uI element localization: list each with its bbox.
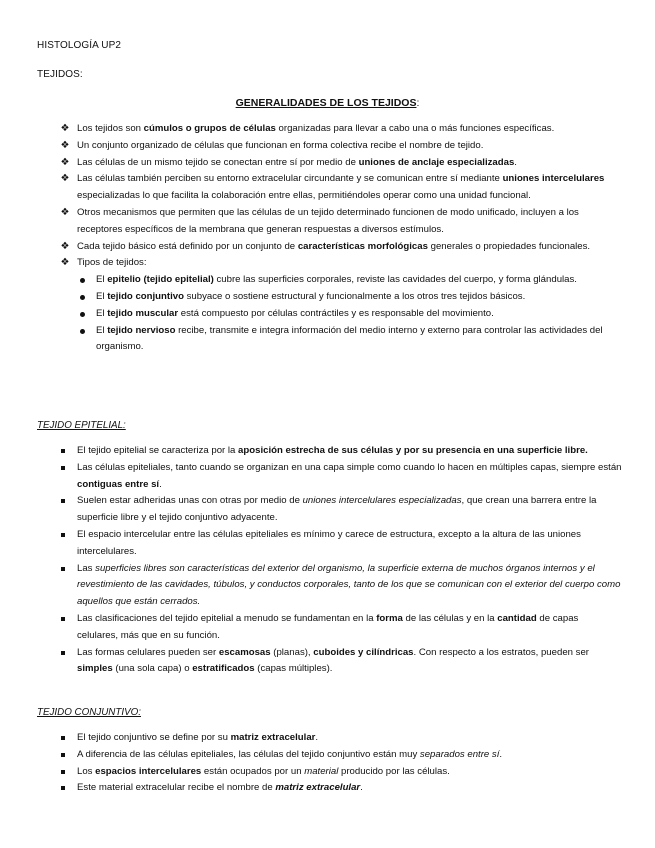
text-run: matriz extracelular — [230, 732, 316, 743]
text-run: recibe, transmite e integra información del medio interno y externo para controlar las actividades del organismo. — [96, 324, 603, 353]
list-item — [77, 764, 622, 781]
text-run: de capas celulares, más que en su función. — [77, 612, 579, 641]
text-run: El — [96, 290, 108, 302]
diamond-bullet-icon: ❖ — [60, 156, 70, 168]
diamond-bullet-icon: ❖ — [60, 173, 70, 185]
list-item — [60, 239, 622, 256]
text-run: El — [96, 274, 108, 286]
sub-list-item-text — [96, 325, 603, 353]
text-run: separados entre sí — [419, 748, 500, 760]
text-run: producido por las células. — [338, 765, 450, 777]
list-item — [77, 493, 622, 527]
text-run: (planas), — [270, 646, 314, 658]
text-run: El tejido conjuntivo se define por su — [77, 732, 231, 743]
text-run: especializadas lo que facilita la colaboración entre ellas, permitiéndoles operar como una unidad funcional. — [77, 190, 531, 202]
square-bullet-icon — [61, 770, 65, 774]
text-run: escamosas — [218, 646, 271, 658]
text-run: El — [96, 307, 108, 319]
square-bullet-icon — [61, 533, 65, 537]
list-item-text — [77, 257, 147, 268]
diamond-bullet-icon: ❖ — [60, 240, 70, 252]
text-run: tejido muscular — [107, 307, 179, 319]
square-bullet-icon — [61, 736, 65, 740]
diamond-bullet-icon: ❖ — [60, 139, 70, 151]
generalidades-list — [60, 121, 622, 356]
text-run: Las células también perciben su entorno extracelular circundante y se comunican entre sí mediante — [77, 173, 503, 185]
epitelial-list — [77, 443, 622, 678]
list-item-text — [77, 173, 604, 201]
list-item — [60, 171, 622, 205]
square-bullet-icon — [61, 617, 65, 621]
document-title: HISTOLOGÍA UP2 — [37, 40, 122, 51]
text-run: Un conjunto organizado de células que funcionan en forma colectiva recibe el nombre de tejido. — [77, 139, 484, 151]
list-item-text — [77, 495, 596, 523]
text-run: . — [315, 732, 319, 743]
sub-list-item-text — [96, 291, 525, 302]
text-run: El espacio intercelular entre las células epiteliales es mínimo y carece de estructura, excepto a la altura de las uniones intercelulares. — [77, 528, 581, 557]
conjuntivo-heading: TEJIDO CONJUNTIVO: — [37, 707, 141, 718]
text-run: organizadas para llevar a cabo una o más funciones específicas. — [275, 123, 555, 134]
square-bullet-icon — [61, 499, 65, 503]
text-run: tejido conjuntivo — [107, 290, 184, 302]
list-item — [60, 121, 622, 138]
dot-bullet-icon — [80, 295, 85, 300]
text-run: El tejido epitelial se caracteriza por la — [77, 445, 239, 456]
square-bullet-icon — [61, 466, 65, 470]
list-item — [77, 527, 622, 561]
list-item-text — [77, 462, 622, 490]
text-run: cubre las superficies corporales, reviste las cavidades del cuerpo, y forma glándulas. — [213, 274, 577, 286]
square-bullet-icon — [61, 786, 65, 790]
list-item-text — [77, 157, 517, 168]
list-item-text — [77, 241, 590, 252]
list-item-text — [77, 123, 554, 134]
text-run: uniones intercelulares — [502, 173, 605, 185]
list-item — [77, 561, 622, 611]
list-item — [77, 460, 622, 494]
text-run: contiguas entre sí — [77, 478, 160, 490]
list-item-text — [77, 445, 588, 456]
text-run: (capas múltiples). — [254, 663, 333, 675]
list-item-text — [77, 140, 483, 151]
text-run: , que crean una barrera entre la superficie libre y el tejido conjuntivo adyacente. — [77, 495, 597, 524]
list-item-text — [77, 613, 578, 641]
main-heading — [0, 95, 655, 112]
list-item — [77, 730, 622, 747]
text-run: A diferencia de las células epiteliales, las células del tejido conjuntivo están muy — [77, 748, 420, 760]
text-run: Las formas celulares pueden ser — [77, 646, 219, 658]
list-item-text — [77, 782, 363, 793]
text-run: . — [360, 782, 363, 794]
list-item — [77, 780, 622, 797]
text-run: de las células y en la — [402, 612, 498, 624]
list-item-text — [77, 647, 589, 675]
list-item-text — [77, 766, 450, 777]
list-item — [77, 645, 622, 679]
tipos-de-tejidos-list — [77, 272, 622, 356]
text-run: Tipos de tejidos: — [77, 257, 147, 269]
text-run: Los — [77, 765, 96, 777]
text-run: . — [499, 748, 503, 760]
text-run: El — [96, 324, 108, 336]
text-run: epitelio (tejido epitelial) — [107, 274, 214, 286]
dot-bullet-icon — [80, 312, 85, 317]
diamond-bullet-icon: ❖ — [60, 123, 70, 134]
list-item — [77, 747, 622, 764]
main-heading-text: GENERALIDADES DE LOS TEJIDOS — [235, 97, 417, 109]
text-run: Las clasificaciones del tejido epitelial a menudo se fundamentan en la — [77, 612, 377, 624]
list-item-text — [77, 207, 579, 235]
text-run: características morfológicas — [297, 240, 428, 252]
epitelial-heading: TEJIDO EPITELIAL: — [37, 420, 126, 431]
diamond-bullet-icon: ❖ — [60, 206, 70, 218]
text-run: . Con respecto a los estratos, pueden ser — [413, 646, 589, 658]
text-run: estratificados — [192, 663, 255, 675]
sub-list-item — [77, 289, 622, 306]
square-bullet-icon — [61, 753, 65, 757]
conjuntivo-list — [77, 730, 622, 797]
list-item — [60, 155, 622, 172]
text-run: Este material extracelular recibe el nombre de — [77, 782, 276, 794]
list-item — [77, 443, 622, 460]
text-run: Suelen estar adheridas unas con otras por medio de — [77, 495, 303, 507]
text-run: cuboides y cilíndricas — [313, 646, 414, 658]
main-heading-colon: : — [416, 97, 420, 109]
sub-list-item — [77, 272, 622, 289]
text-run: forma — [376, 612, 403, 624]
text-run: generales o propiedades funcionales. — [427, 240, 591, 252]
text-run: . — [159, 478, 162, 490]
list-item-text — [77, 563, 620, 608]
text-run: material — [304, 765, 339, 777]
text-run: superficies libres son características del exterior del organismo, la superficie externa de muchos órganos internos y el revestimiento de las cavidades, túbulos, y conductos corporales, tanto de los que se comunican con el exterior del cuerpo como aquellos que están cerrados. — [77, 562, 621, 608]
text-run: está compuesto por células contráctiles y es responsable del movimiento. — [178, 307, 494, 319]
text-run: aposición estrecha de sus células y por su presencia en una superficie libre. — [238, 445, 588, 456]
text-run: uniones intercelulares especializadas — [302, 495, 462, 507]
dot-bullet-icon — [80, 329, 85, 334]
text-run: tejido nervioso — [107, 324, 176, 336]
list-item — [60, 205, 622, 239]
text-run: subyace o sostiene estructural y funcionalmente a los otros tres tejidos básicos. — [183, 290, 526, 302]
text-run: Otros mecanismos que permiten que las células de un tejido determinado funcionen de modo unificado, incluyen a los receptores específicos de la membrana que generan respuestas a diversos estímulos. — [77, 206, 579, 235]
diamond-bullet-icon: ❖ — [60, 257, 70, 269]
sub-list-item — [77, 306, 622, 323]
dot-bullet-icon — [80, 278, 85, 283]
list-item-text — [77, 749, 502, 760]
list-item-text — [77, 732, 318, 743]
text-run: espacios intercelulares — [95, 765, 202, 777]
sub-list-item-text — [96, 274, 577, 285]
text-run: . — [514, 156, 517, 168]
list-item — [77, 611, 622, 645]
text-run: Las células de un mismo tejido se conectan entre sí por medio de — [77, 156, 359, 168]
list-item-text — [77, 529, 581, 557]
square-bullet-icon — [61, 651, 65, 655]
list-item — [60, 255, 622, 356]
text-run: cúmulos o grupos de células — [143, 123, 276, 134]
text-run: Las — [77, 562, 96, 574]
text-run: Cada tejido básico está definido por un conjunto de — [77, 240, 298, 252]
text-run: cantidad — [497, 612, 537, 624]
text-run: Los tejidos son — [77, 123, 144, 134]
section-label: TEJIDOS: — [37, 69, 83, 80]
text-run: (una sola capa) o — [112, 663, 193, 675]
sub-list-item-text — [96, 308, 494, 319]
text-run: matriz extracelular — [275, 782, 361, 794]
sub-list-item — [77, 323, 622, 357]
text-run: Las células epiteliales, tanto cuando se organizan en una capa simple como cuando lo hacen en múltiples capas, siempre están — [77, 461, 622, 473]
text-run: uniones de anclaje especializadas — [358, 156, 515, 168]
list-item — [60, 138, 622, 155]
square-bullet-icon — [61, 449, 65, 453]
square-bullet-icon — [61, 567, 65, 571]
text-run: simples — [77, 663, 113, 675]
text-run: están ocupados por un — [201, 765, 305, 777]
